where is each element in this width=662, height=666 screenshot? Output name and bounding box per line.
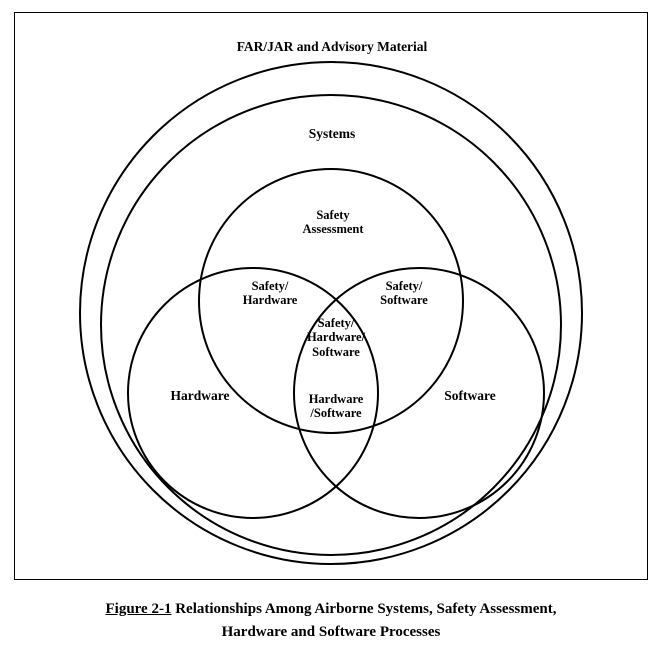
label-software: Software — [444, 388, 496, 403]
label-hardware: Hardware — [170, 388, 230, 403]
label-systems: Systems — [308, 126, 356, 141]
figure-caption — [14, 598, 648, 643]
label-safety-software: Safety/ Software — [380, 279, 428, 308]
label-safety-hardware: Safety/ Hardware — [242, 279, 298, 308]
venn-diagram — [15, 13, 647, 579]
label-safety-assessment: Safety Assessment — [302, 208, 364, 237]
figure-caption-number: Figure 2-1 — [105, 601, 172, 617]
figure-caption-text-line2: Hardware and Software Processes — [221, 623, 441, 640]
label-safety-hardware-software: Safety/ Hardware/ Software — [306, 316, 366, 359]
label-hardware-software: Hardware /Software — [308, 392, 364, 421]
figure-caption-text-line1: Relationships Among Airborne Systems, Safety Assessment, — [171, 601, 557, 617]
circle-far-jar — [80, 62, 582, 564]
label-far-jar-advisory-material: FAR/JAR and Advisory Material — [236, 39, 428, 54]
figure-frame — [14, 12, 648, 580]
